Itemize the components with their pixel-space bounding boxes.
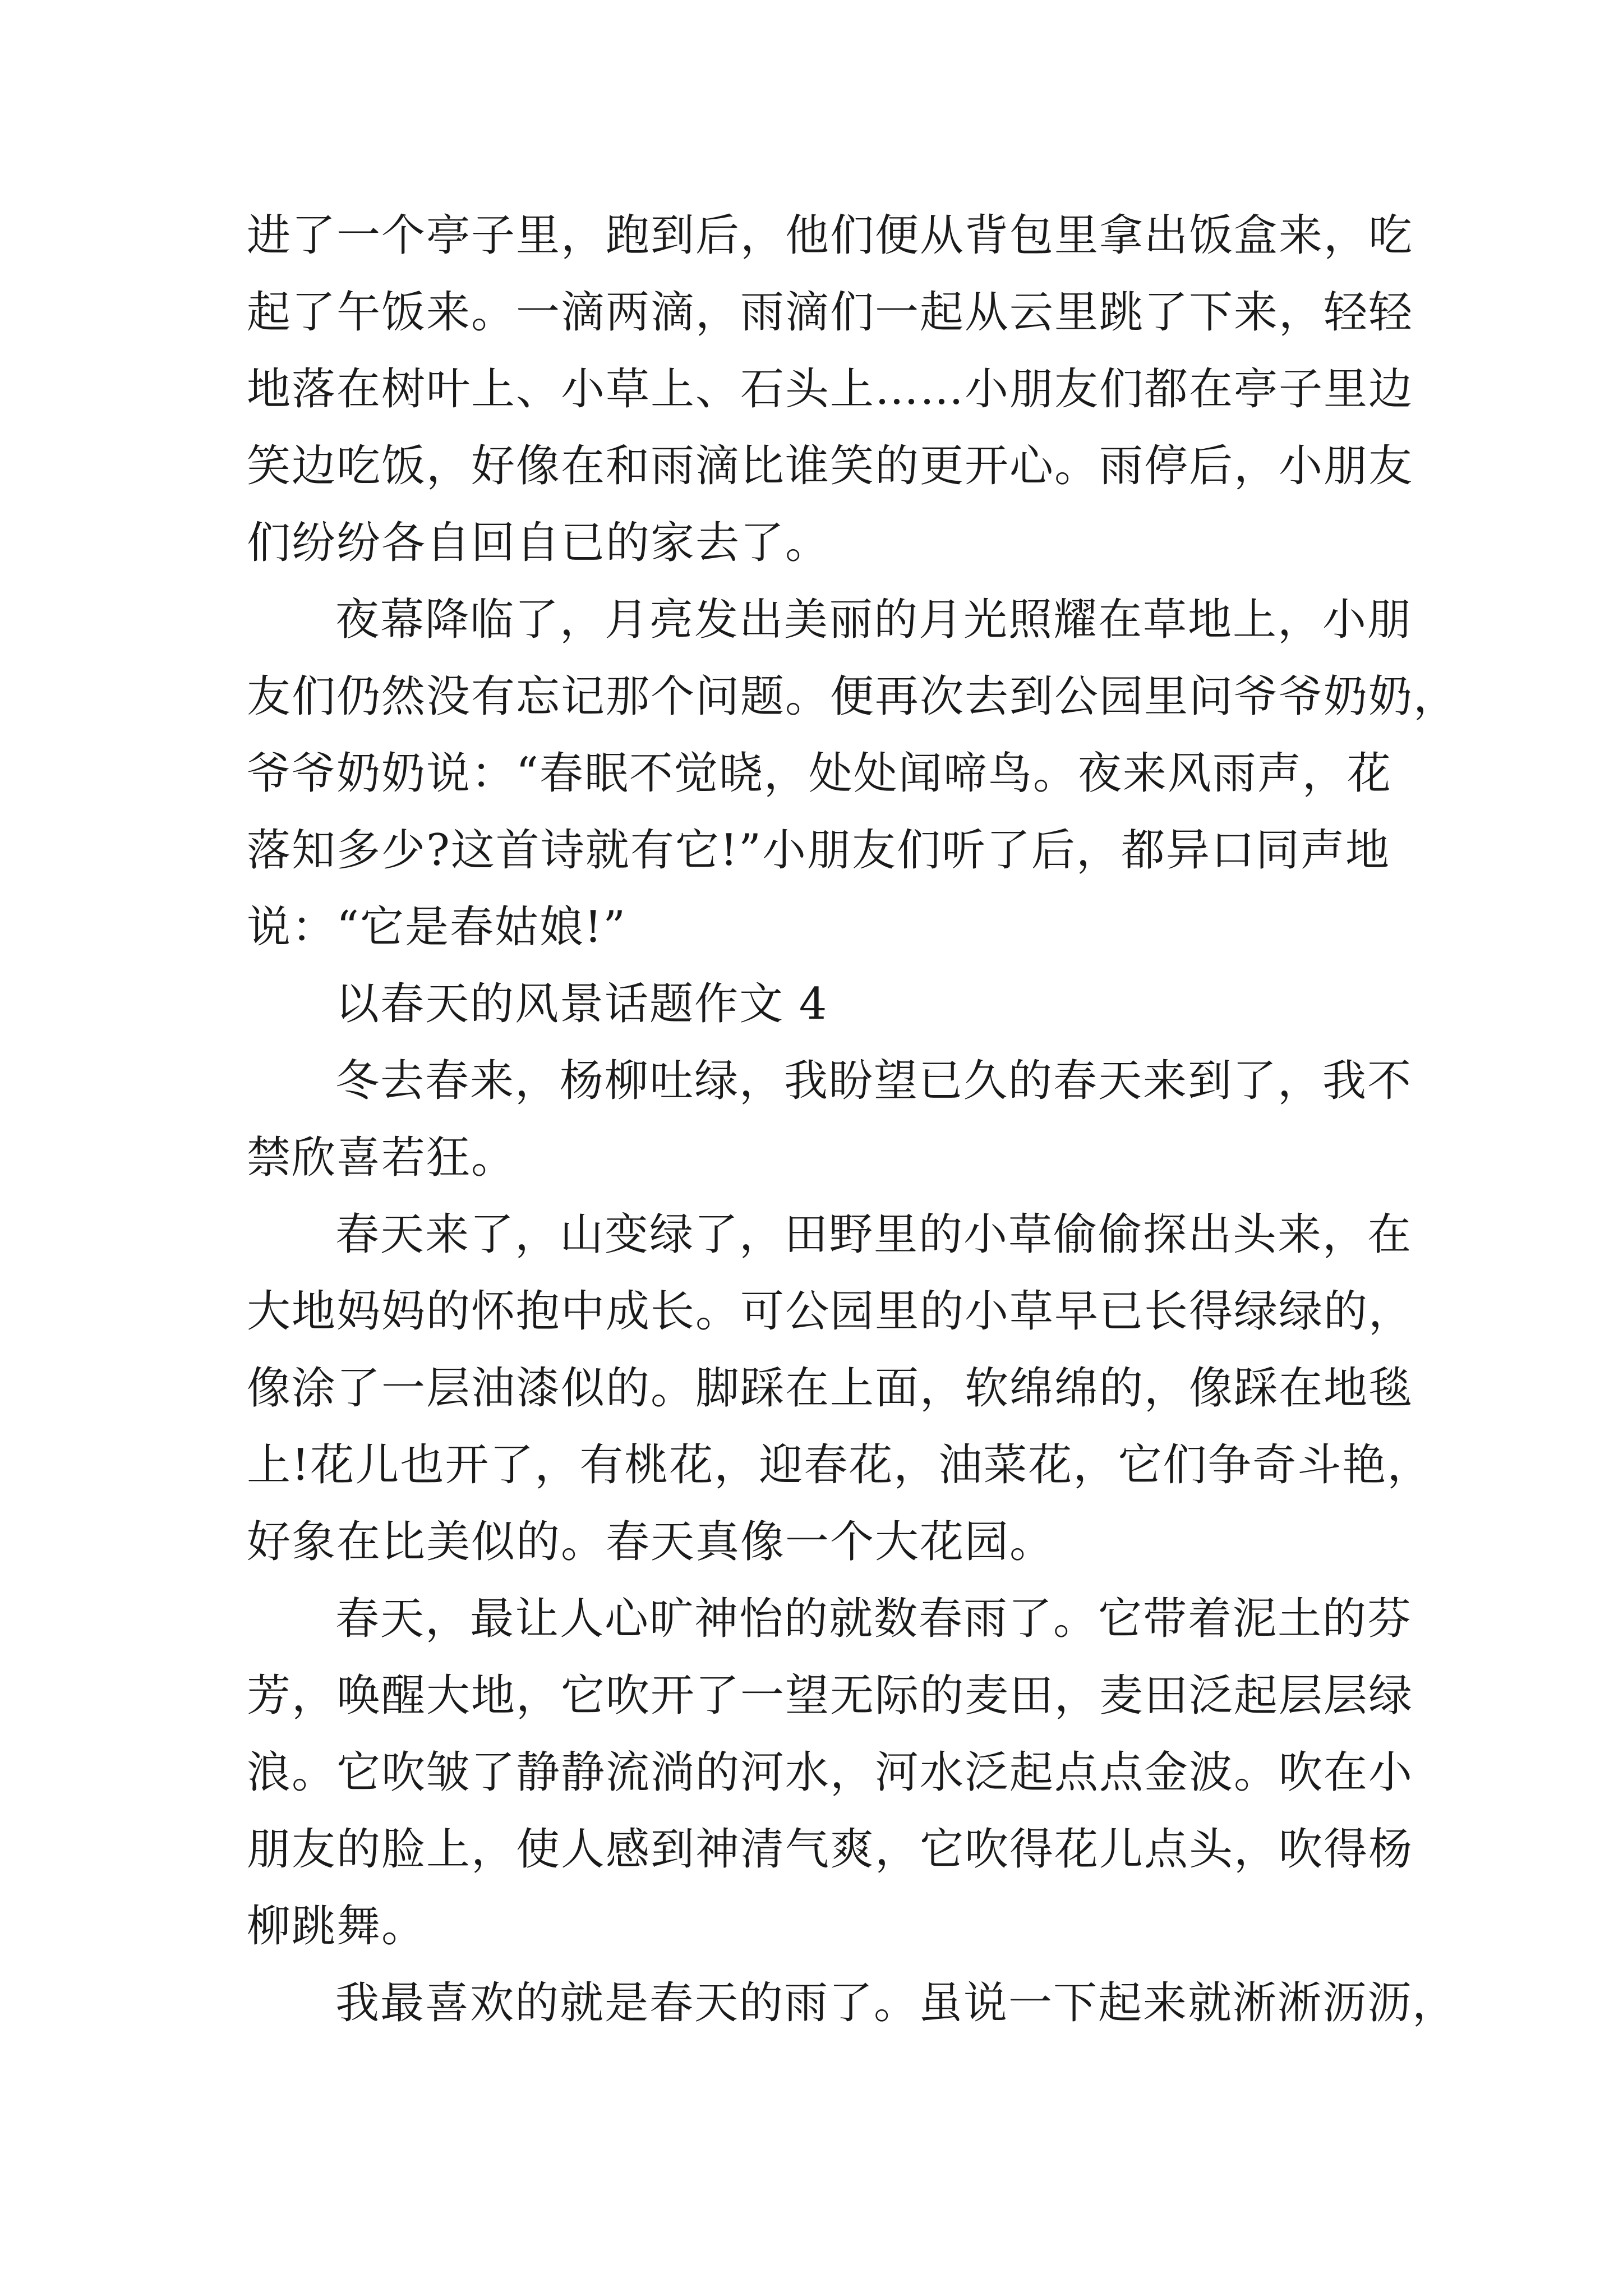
text-line: 好象在比美似的。春天真像一个大花园。: [247, 1517, 1055, 1567]
text-line: 落知多少?这首诗就有它!”小朋友们听了后，都异口同声地: [247, 825, 1391, 876]
text-line: 夜幕降临了，月亮发出美丽的月光照耀在草地上，小朋: [335, 595, 1413, 645]
text-line: 冬去春来，杨柳吐绿，我盼望已久的春天来到了，我不: [335, 1056, 1413, 1106]
text-line: 我最喜欢的就是春天的雨了。虽说一下起来就淅淅沥沥，: [335, 1978, 1458, 2028]
text-line: 春天，最让人心旷神怡的就数春雨了。它带着泥土的芬: [335, 1594, 1413, 1644]
text-line: 禁欣喜若狂。: [247, 1133, 517, 1183]
text-line: 进了一个亭子里，跑到后，他们便从背包里拿出饭盒来，吃: [247, 210, 1414, 261]
text-line: 以春天的风景话题作文 4: [335, 979, 828, 1029]
text-line: 朋友的脸上，使人感到神清气爽，它吹得花儿点头，吹得杨: [247, 1824, 1414, 1875]
text-line: 浪。它吹皱了静静流淌的河水，河水泛起点点金波。吹在小: [247, 1747, 1414, 1798]
text-line: 起了午饭来。一滴两滴，雨滴们一起从云里跳了下来，轻轻: [247, 287, 1414, 338]
text-line: 们纷纷各自回自已的家去了。: [247, 518, 831, 568]
text-line: 春天来了，山变绿了，田野里的小草偷偷探出头来，在: [335, 1209, 1413, 1260]
text-line: 柳跳舞。: [247, 1901, 427, 1952]
text-line: 友们仍然没有忘记那个问题。便再次去到公园里问爷爷奶奶，: [247, 671, 1459, 722]
text-line: 芳，唤醒大地，它吹开了一望无际的麦田，麦田泛起层层绿: [247, 1671, 1414, 1721]
text-line: 笑边吃饭，好像在和雨滴比谁笑的更开心。雨停后，小朋友: [247, 441, 1414, 491]
body-text: [247, 197, 1459, 2042]
text-line: 大地妈妈的怀抱中成长。可公园里的小草早已长得绿绿的，: [247, 1286, 1414, 1337]
text-line: 爷爷奶奶说：“春眠不觉晓，处处闻啼鸟。夜来风雨声，花: [247, 748, 1392, 799]
text-line: 地落在树叶上、小草上、石头上……小朋友们都在亭子里边: [247, 364, 1414, 415]
text-line: 说：“它是春姑娘!”: [247, 902, 627, 953]
text-line: 像涂了一层油漆似的。脚踩在上面，软绵绵的，像踩在地毯: [247, 1363, 1414, 1414]
text-line: 上!花儿也开了，有桃花，迎春花，油菜花，它们争奇斗艳，: [247, 1440, 1432, 1490]
